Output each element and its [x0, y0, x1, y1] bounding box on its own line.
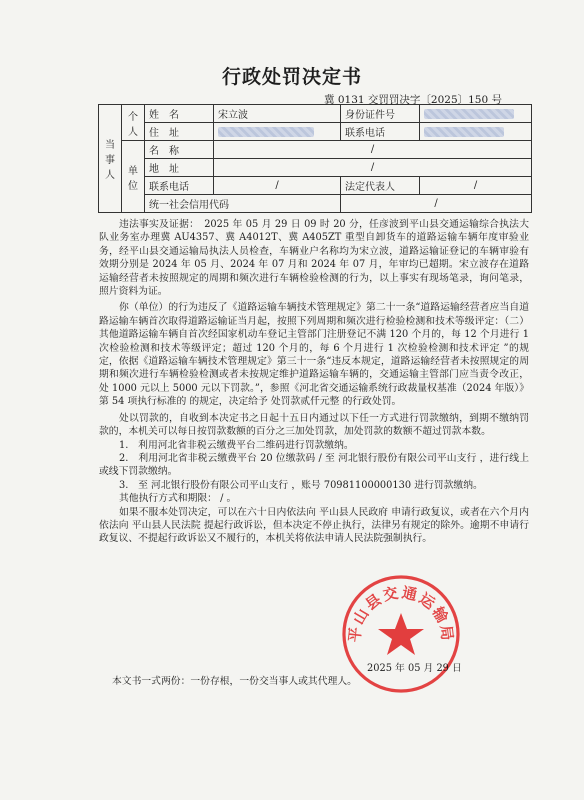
unit-phone-label: 联系电话: [145, 177, 214, 195]
legal-rep-label: 法定代表人: [341, 177, 420, 195]
name-label: 姓 名: [145, 105, 214, 123]
address-value-redacted: [214, 123, 341, 141]
legal-rep-value: /: [420, 177, 532, 195]
id-label: 身份证件号: [341, 105, 420, 123]
svg-text:平山县交通运输局: 平山县交通运输局: [345, 583, 457, 644]
official-seal: [340, 573, 462, 695]
unit-name-value: /: [214, 141, 532, 159]
name-value: 宋立波: [214, 105, 341, 123]
unit-label: 单位: [122, 141, 145, 213]
document-number: 冀 0131 交罚罚决字〔2025〕150 号: [324, 94, 502, 106]
credit-code-label: 统一社会信用代码: [145, 195, 341, 213]
party-info-table: [98, 104, 532, 213]
document-body: [99, 218, 529, 546]
unit-name-label: 名 称: [145, 141, 214, 159]
party-group-label: 当事人: [99, 105, 122, 213]
document-title: 行政处罚决定书: [221, 66, 362, 88]
other-execution: 其他执行方式和期限： / 。: [119, 493, 237, 505]
payment-method-1: 1. 利用河北省非税云缴费平台二维码进行罚款缴纳。: [119, 439, 354, 451]
id-value-redacted: [420, 105, 532, 123]
credit-code-value: /: [341, 195, 532, 213]
document-footer-note: 本文书一式两份：一份存根，一份交当事人或其代理人。: [112, 676, 357, 687]
payment-intro-paragraph: 处以罚款的，自收到本决定书之日起十五日内通过以下任一方式进行罚款缴纳，到期不缴纳罚款的，本机关可以每日按罚款数额的百分之三加处罚款，加处罚款的数额不超过罚款本数。: [99, 412, 529, 438]
violation-paragraph: 你（单位）的行为违反了《道路运输车辆技术管理规定》第二十一条“道路运输经营者应当自道路运输车辆首次取得道路运输证当月起，按照下列周期和频次进行检验检测和技术等级评定：（二）其他道路运输车辆自首次经国家机动车登记主管部门注册登记不满 120 个月的，每 12 个月进行 1 次检验检测和技术等级评定；超过 120 个月的，每 6 个月进行 1 次检验检测和技术评定 ”的规定，依据《道路运输车辆技术管理规定》第三十一条“违反本规定，道路运输经营者未按照规定的周期和频次进行车辆检验检测或者未按规定维护道路运输车辆的，交通运输主管部门应当责令改正，处 1000 元以上 5000 元以下罚款。”，参照《河北省交通运输系统行政裁量权基准（2024 年版）》第 54 项执行标准的 的规定，决定给予 处罚款贰仟元整 的行政处罚。: [99, 302, 529, 408]
payment-method-2: 2. 利用河北省非税云缴费平台 20 位缴款码 / 至 河北银行股份有限公司平山支行 ，进行线上或线下罚款缴纳。: [99, 452, 529, 478]
unit-address-label: 地 址: [145, 159, 214, 177]
individual-label: 个人: [122, 105, 145, 141]
phone-value-redacted: [420, 123, 532, 141]
phone-label: 联系电话: [341, 123, 420, 141]
payment-method-3: 3. 至 河北银行股份有限公司平山支行 ，账号 70981100000130 进行罚款缴纳。: [119, 479, 483, 491]
issue-date: 2025 年 05 月 29 日: [367, 663, 462, 674]
unit-address-value: /: [214, 159, 532, 177]
appeal-paragraph: 如果不服本处罚决定，可以在六十日内依法向 平山县人民政府 申请行政复议，或者在六个月内依法向 平山县人民法院 提起行政诉讼，但本决定不停止执行，法律另有规定的除外。逾期不申请行政复议、不提起行政诉讼又不履行的，本机关将依法申请人民法院强制执行。: [99, 506, 529, 545]
address-label: 住 址: [145, 123, 214, 141]
facts-paragraph: 违法事实及证据： 2025 年 05 月 29 日 09 时 20 分，任彦波到平山县交通运输综合执法大队业务室办理冀 AU4357、冀 A4012T、冀 A405ZT 重型自卸货车的道路运输车辆年度审验业务，经平山县交通运输局执法人员检查，车辆业户名称均为宋立波，道路运输证登记的车辆审验有效期分别是 2024 年 05 月、2024 年 07 月和 2024 年 07 月，年审均已超期。宋立波存在道路运输经营者未按照规定的周期和频次进行车辆检验检测的行为，以上事实有现场笔录，询问笔录，照片资料为证。: [99, 219, 529, 298]
unit-phone-value: /: [214, 177, 341, 195]
